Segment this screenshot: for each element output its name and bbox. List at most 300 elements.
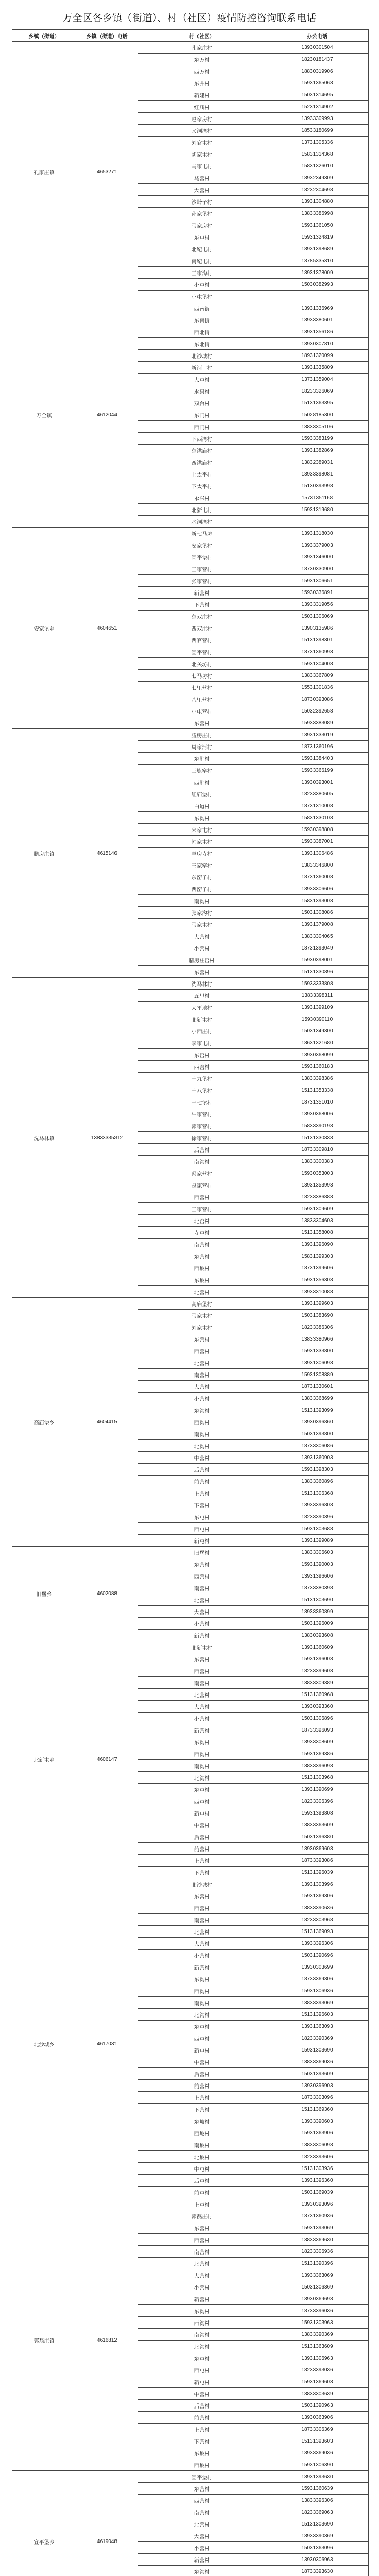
village-name: 东屯村 [138, 1511, 266, 1523]
village-phone: 15131363395 [266, 397, 369, 409]
village-name: 孔家庄村 [138, 42, 266, 54]
village-phone: 15031396009 [266, 1618, 369, 1630]
village-name: 南沟村 [138, 1156, 266, 1167]
village-name: 刘家屯村 [138, 1321, 266, 1333]
village-phone: 15131390396 [266, 2258, 369, 2269]
village-phone: 15933333808 [266, 978, 369, 990]
village-phone: 15031383690 [266, 1310, 369, 1321]
village-name: 北营村 [138, 1689, 266, 1701]
town-name: 北沙城乡 [12, 1878, 76, 2210]
village-name: 宣平堡村 [138, 551, 266, 563]
village-phone: 18733393086 [266, 1855, 369, 1867]
village-name: 王家窑村 [138, 859, 266, 871]
village-phone: 18733380398 [266, 1582, 369, 1594]
village-name: 赵家房村 [138, 113, 266, 125]
village-phone: 15931308889 [266, 1369, 369, 1381]
village-phone: 13933396803 [266, 1499, 369, 1511]
village-name: 中营村 [138, 1452, 266, 1464]
village-name: 南沟村 [138, 1760, 266, 1772]
village-phone: 13933309993 [266, 113, 369, 125]
village-name: 小营村 [138, 1618, 266, 1630]
village-phone: 15131369360 [266, 2104, 369, 2115]
village-name: 南沟村 [138, 895, 266, 907]
village-name: 新屯村 [138, 1535, 266, 1547]
village-phone: 15831326010 [266, 160, 369, 172]
village-phone: 13930368006 [266, 1108, 369, 1120]
village-name: 东营村 [138, 2483, 266, 2495]
village-name: 北窑村 [138, 1215, 266, 1227]
village-name: 西窑子村 [138, 883, 266, 895]
village-name: 西营村 [138, 2234, 266, 2246]
village-name: 下营村 [138, 1867, 266, 1878]
village-phone: 13731359004 [266, 374, 369, 385]
village-phone: 13833306093 [266, 2139, 369, 2151]
village-name: 东坡村 [138, 1274, 266, 1286]
village-name: 东屯村 [138, 1784, 266, 1795]
village-name: 大营村 [138, 2530, 266, 2542]
village-phone: 15931324819 [266, 231, 369, 243]
village-phone: 13933369036 [266, 2447, 369, 2459]
village-phone: 15131398301 [266, 634, 369, 646]
village-name: 东营村 [138, 1890, 266, 1902]
village-phone: 13931353993 [266, 1179, 369, 1191]
village-phone: 13931306963 [266, 2352, 369, 2364]
village-phone: 15931393808 [266, 1807, 369, 1819]
village-name: 宣平营村 [138, 646, 266, 658]
village-phone: 15930398001 [266, 954, 369, 966]
village-name: 上营村 [138, 1855, 266, 1867]
village-phone: 13930369603 [266, 1843, 369, 1855]
village-phone: 15531301836 [266, 682, 369, 693]
village-name: 西沟村 [138, 1985, 266, 1997]
village-phone: 18730393086 [266, 693, 369, 705]
village-phone: 15131303690 [266, 1594, 369, 1606]
village-phone: 18233303968 [266, 1914, 369, 1926]
village-name: 西营村 [138, 2495, 266, 2506]
village-phone: 13931304880 [266, 196, 369, 208]
village-phone: 13931318030 [266, 528, 369, 539]
village-phone: 13833303639 [266, 2388, 369, 2400]
village-name: 西营村 [138, 1345, 266, 1357]
village-phone: 13933390369 [266, 2530, 369, 2542]
village-phone: 15931390003 [266, 1558, 369, 1570]
village-name: 西坡村 [138, 2127, 266, 2139]
village-phone: 13930393360 [266, 1701, 369, 1713]
village-name: 西窑村 [138, 1061, 266, 1073]
village-name: 前营村 [138, 1476, 266, 1487]
village-phone: 18733369306 [266, 1973, 369, 1985]
village-name: 北营村 [138, 1286, 266, 1298]
village-name: 李家屯村 [138, 1037, 266, 1049]
header-village-phone: 办公电话 [266, 30, 369, 42]
village-phone: 15931369386 [266, 1748, 369, 1760]
village-phone: 13833300383 [266, 1156, 369, 1167]
village-phone: 15933383089 [266, 717, 369, 729]
village-phone: 15931393069 [266, 2222, 369, 2234]
village-phone: 13931382869 [266, 445, 369, 456]
village-name: 南沟村 [138, 1997, 266, 2009]
village-phone: 15930390110 [266, 1013, 369, 1025]
village-name: 王家营村 [138, 563, 266, 575]
village-phone: 13903135986 [266, 622, 369, 634]
village-name: 北新屯村 [138, 504, 266, 516]
village-phone: 15831399303 [266, 1250, 369, 1262]
village-phone: 13931363093 [266, 2021, 369, 2032]
village-name: 后营村 [138, 2400, 266, 2412]
town-name: 安家堡乡 [12, 528, 76, 729]
village-name: 西沟村 [138, 1748, 266, 1760]
village-name: 南营村 [138, 1239, 266, 1250]
village-name: 马家屯村 [138, 1310, 266, 1321]
village-phone: 15131303690 [266, 2518, 369, 2530]
village-name: 大营村 [138, 1701, 266, 1713]
village-phone: 15931319680 [266, 504, 369, 516]
village-phone: 13933379003 [266, 539, 369, 551]
village-phone: 13833398386 [266, 1073, 369, 1084]
village-name: 前屯村 [138, 2187, 266, 2198]
village-phone: 13931360903 [266, 1452, 369, 1464]
village-name: 小屯村 [138, 279, 266, 291]
village-name: 东沟村 [138, 1736, 266, 1748]
village-name: 北营村 [138, 1926, 266, 1938]
town-phone: 13833335312 [76, 978, 138, 1298]
table-row [12, 528, 369, 539]
village-name: 东营村 [138, 1558, 266, 1570]
village-name: 北新屯村 [138, 1013, 266, 1025]
village-phone: 13833390636 [266, 1902, 369, 1914]
village-phone: 13833368699 [266, 1393, 369, 1404]
village-phone: 15032392658 [266, 705, 369, 717]
village-name: 西屯村 [138, 1795, 266, 1807]
village-name: 新营村 [138, 1630, 266, 1641]
village-phone: 13933398081 [266, 468, 369, 480]
village-phone: 13933306606 [266, 883, 369, 895]
village-phone: 13931396090 [266, 1239, 369, 1250]
village-phone: 13930396903 [266, 2080, 369, 2092]
table-row [12, 1547, 369, 1558]
village-phone: 18731360008 [266, 871, 369, 883]
village-name: 西闸村 [138, 421, 266, 433]
village-phone: 15931304008 [266, 658, 369, 670]
village-phone: 15031396380 [266, 1831, 369, 1843]
village-name: 三旗窑村 [138, 765, 266, 776]
village-name: 新建村 [138, 89, 266, 101]
village-name: 高庙堡村 [138, 1298, 266, 1310]
village-name: 北营村 [138, 2258, 266, 2269]
village-name: 大屯村 [138, 374, 266, 385]
village-name: 东沟村 [138, 1404, 266, 1416]
village-name: 前营村 [138, 1843, 266, 1855]
village-name: 北沙城村 [138, 350, 266, 362]
village-phone: 15131306368 [266, 1487, 369, 1499]
village-phone: 13833396306 [266, 2495, 369, 2506]
village-phone: 13931399089 [266, 1535, 369, 1547]
village-name: 西营村 [138, 1191, 266, 1203]
village-name: 胡家屯村 [138, 148, 266, 160]
village-name: 东营村 [138, 1250, 266, 1262]
village-phone: 18931320099 [266, 350, 369, 362]
village-name: 南营村 [138, 2506, 266, 2518]
village-name: 大营村 [138, 1381, 266, 1393]
village-phone: 15131360968 [266, 1689, 369, 1701]
village-name: 东洪庙村 [138, 445, 266, 456]
village-name: 南营村 [138, 1369, 266, 1381]
village-name: 东北街 [138, 338, 266, 350]
village-phone: 13833306603 [266, 1547, 369, 1558]
village-name: 八里营村 [138, 693, 266, 705]
village-phone: 15931306936 [266, 1985, 369, 1997]
village-name: 南沟村 [138, 2329, 266, 2341]
village-phone: 13833369630 [266, 2234, 369, 2246]
village-phone: 18233393036 [266, 2364, 369, 2376]
village-phone: 15931360183 [266, 1061, 369, 1073]
village-name: 西胜村 [138, 776, 266, 788]
village-name: 白道村 [138, 800, 266, 812]
village-name: 新屯村 [138, 1807, 266, 1819]
village-name: 东沟村 [138, 2566, 266, 2576]
village-phone: 13833386998 [266, 208, 369, 219]
village-phone: 13930307810 [266, 338, 369, 350]
village-phone: 13933310088 [266, 1286, 369, 1298]
village-name: 刘官屯村 [138, 137, 266, 148]
town-name: 郭磊庄镇 [12, 2210, 76, 2471]
village-phone: 15931309609 [266, 1203, 369, 1215]
table-row [12, 42, 369, 54]
village-phone: 18731360196 [266, 741, 369, 753]
village-name: 王家营村 [138, 1203, 266, 1215]
village-phone: 18731399606 [266, 1262, 369, 1274]
village-phone: 13931335809 [266, 362, 369, 374]
village-phone: 13930306963 [266, 2554, 369, 2566]
village-phone: 13833309389 [266, 1677, 369, 1689]
village-phone: 15931365063 [266, 77, 369, 89]
village-phone: 15031363096 [266, 2542, 369, 2554]
town-phone: 4615146 [76, 729, 138, 978]
village-phone: 13931396606 [266, 1570, 369, 1582]
village-name: 七马坊村 [138, 670, 266, 682]
village-phone: 18731393049 [266, 942, 369, 954]
village-phone: 18733396093 [266, 1724, 369, 1736]
village-name: 洗马林村 [138, 978, 266, 990]
village-phone: 18233306936 [266, 2246, 369, 2258]
village-phone: 13931390699 [266, 1784, 369, 1795]
village-phone: 15731351168 [266, 492, 369, 504]
village-phone: 18733306086 [266, 1440, 369, 1452]
village-name: 后营村 [138, 1144, 266, 1156]
village-phone: 18731310008 [266, 800, 369, 812]
village-phone: 13833398311 [266, 990, 369, 1002]
town-phone: 4653271 [76, 42, 138, 302]
village-phone: 13833390369 [266, 2329, 369, 2341]
town-name: 旧堡乡 [12, 1547, 76, 1641]
village-phone: 15931384403 [266, 753, 369, 765]
village-phone: 18233380605 [266, 788, 369, 800]
village-phone: 15131330833 [266, 1132, 369, 1144]
village-phone: 15131330896 [266, 966, 369, 978]
village-phone: 13931378009 [266, 267, 369, 279]
village-name: 膳房庄村 [138, 729, 266, 741]
village-phone: 13785335310 [266, 255, 369, 267]
town-phone: 4612044 [76, 302, 138, 528]
village-name: 下营村 [138, 2435, 266, 2447]
village-phone: 13931336969 [266, 302, 369, 314]
village-phone: 15931360639 [266, 2483, 369, 2495]
village-phone: 18533180699 [266, 125, 369, 137]
village-phone: 18230181437 [266, 54, 369, 65]
village-phone: 15931303688 [266, 1523, 369, 1535]
village-phone: 13933396306 [266, 1938, 369, 1950]
village-name: 周家河村 [138, 741, 266, 753]
village-phone: 15931303690 [266, 2044, 369, 2056]
village-name: 西洪庙村 [138, 456, 266, 468]
village-name: 北沟村 [138, 1772, 266, 1784]
village-phone [266, 291, 369, 302]
village-phone: 13832389031 [266, 456, 369, 468]
table-row [12, 1298, 369, 1310]
village-name: 马家屯村 [138, 919, 266, 930]
village-name: 小屯营村 [138, 705, 266, 717]
village-phone: 13930393001 [266, 776, 369, 788]
village-name: 沙岭子村 [138, 196, 266, 208]
village-name: 孙家堡村 [138, 208, 266, 219]
village-name: 马营村 [138, 172, 266, 184]
village-name: 东万村 [138, 54, 266, 65]
village-name: 西南街 [138, 302, 266, 314]
village-phone: 13731360936 [266, 2210, 369, 2222]
village-phone: 13930368099 [266, 1049, 369, 1061]
village-phone: 15131303936 [266, 2163, 369, 2175]
village-phone: 18631321680 [266, 1037, 369, 1049]
village-phone: 15931333800 [266, 1345, 369, 1357]
village-name: 东营村 [138, 2222, 266, 2234]
village-name: 马家屯村 [138, 160, 266, 172]
village-phone: 15931396003 [266, 1653, 369, 1665]
village-phone: 13833369036 [266, 2056, 369, 2068]
town-name: 孔家庄镇 [12, 42, 76, 302]
table-row [12, 2210, 369, 2222]
village-name: 红庙堡村 [138, 788, 266, 800]
village-name: 上营村 [138, 2092, 266, 2104]
village-name: 中营村 [138, 2056, 266, 2068]
village-phone: 18233386883 [266, 1191, 369, 1203]
village-name: 下太平村 [138, 480, 266, 492]
village-name: 后屯村 [138, 2175, 266, 2187]
village-name: 新七马坊 [138, 528, 266, 539]
village-phone: 13833380966 [266, 1333, 369, 1345]
village-phone: 15031306369 [266, 2281, 369, 2293]
village-name: 牛家营村 [138, 1108, 266, 1120]
village-phone: 15031306896 [266, 1713, 369, 1724]
village-phone: 13931393630 [266, 2471, 369, 2483]
village-name: 十九堡村 [138, 1073, 266, 1084]
village-phone: 15131358008 [266, 1227, 369, 1239]
village-phone: 18733306369 [266, 2424, 369, 2435]
village-phone: 18731351010 [266, 1096, 369, 1108]
village-name: 水洞湾村 [138, 516, 266, 528]
village-name: 东沟村 [138, 1973, 266, 1985]
header-row [12, 30, 369, 42]
village-name: 北纪屯村 [138, 243, 266, 255]
village-name: 后营村 [138, 2068, 266, 2080]
town-phone: 4617031 [76, 1878, 138, 2210]
village-name: 北沙城村 [138, 1878, 266, 1890]
village-name: 郭磊庄村 [138, 2210, 266, 2222]
village-name: 张家沟村 [138, 907, 266, 919]
village-name: 大营村 [138, 1938, 266, 1950]
village-phone: 15831330103 [266, 812, 369, 824]
village-phone: 18233399603 [266, 1665, 369, 1677]
village-name: 旧堡村 [138, 1547, 266, 1558]
village-phone: 13833304065 [266, 930, 369, 942]
village-phone: 13833393069 [266, 1997, 369, 2009]
village-phone: 18233306396 [266, 1795, 369, 1807]
village-phone: 13931399109 [266, 1002, 369, 1013]
village-name: 西沟村 [138, 2317, 266, 2329]
village-phone: 15833390193 [266, 1120, 369, 1132]
village-name: 西营村 [138, 1570, 266, 1582]
village-name: 双台村 [138, 397, 266, 409]
village-name: 小营村 [138, 942, 266, 954]
village-name: 东窑村 [138, 1049, 266, 1061]
village-name: 马家房村 [138, 219, 266, 231]
village-name: 东营村 [138, 717, 266, 729]
village-phone: 15930398808 [266, 824, 369, 836]
village-phone: 15031390696 [266, 1950, 369, 1961]
village-phone: 15931306390 [266, 2459, 369, 2471]
village-phone: 13833367809 [266, 670, 369, 682]
village-name: 羊房寺村 [138, 848, 266, 859]
table-row [12, 729, 369, 741]
village-phone: 15030382993 [266, 279, 369, 291]
village-phone: 15930353003 [266, 1167, 369, 1179]
village-phone: 15933366199 [266, 765, 369, 776]
village-phone: 13933390603 [266, 2115, 369, 2127]
village-name: 东胜村 [138, 753, 266, 765]
village-name: 下西湾村 [138, 433, 266, 445]
village-name: 韩家屯村 [138, 836, 266, 848]
village-name: 前营村 [138, 2412, 266, 2424]
village-phone: 18233326069 [266, 385, 369, 397]
village-phone: 15931361050 [266, 219, 369, 231]
village-phone: 13930369693 [266, 2293, 369, 2305]
village-phone: 15131363609 [266, 2341, 369, 2352]
village-phone: 15031314695 [266, 89, 369, 101]
village-name: 大营村 [138, 1606, 266, 1618]
village-phone: 15131393603 [266, 2435, 369, 2447]
village-name: 西双庄村 [138, 622, 266, 634]
town-name: 高庙堡乡 [12, 1298, 76, 1547]
village-name: 小营村 [138, 2542, 266, 2554]
village-name: 北坡村 [138, 2151, 266, 2163]
village-name: 东南街 [138, 314, 266, 326]
village-name: 新营村 [138, 2554, 266, 2566]
table-row [12, 2471, 369, 2483]
village-name: 下营村 [138, 1499, 266, 1511]
village-phone: 18931398689 [266, 243, 369, 255]
village-phone: 15831393003 [266, 895, 369, 907]
village-phone: 13830393608 [266, 1630, 369, 1641]
village-name: 东双庄村 [138, 611, 266, 622]
village-phone: 18233393606 [266, 2151, 369, 2163]
village-phone: 15031390963 [266, 2400, 369, 2412]
village-name: 大营村 [138, 930, 266, 942]
town-phone: 4604415 [76, 1298, 138, 1547]
village-phone: 13931333019 [266, 729, 369, 741]
town-phone: 4616812 [76, 2210, 138, 2471]
village-phone: 18932349309 [266, 172, 369, 184]
village-phone: 13731305336 [266, 137, 369, 148]
village-phone: 15130393998 [266, 480, 369, 492]
